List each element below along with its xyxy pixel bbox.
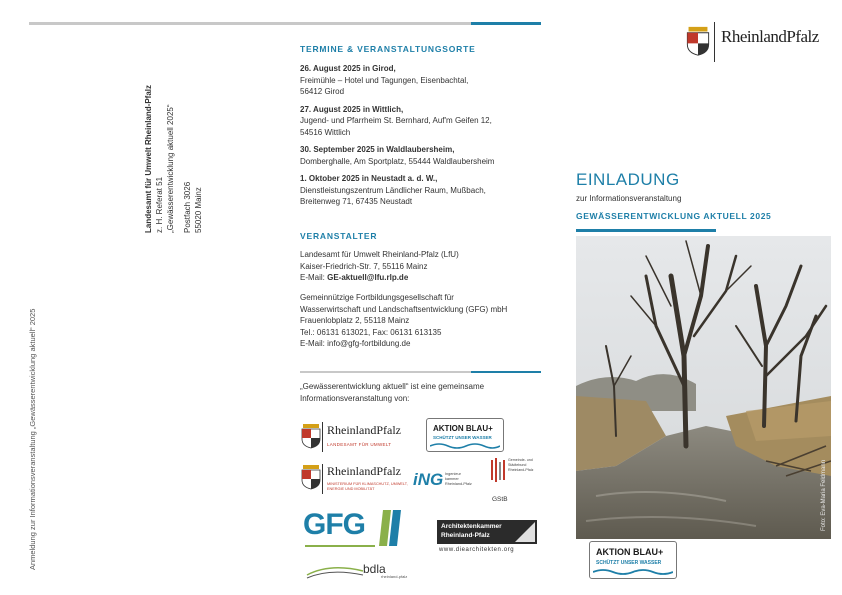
gstb-sub-line: Gemeinde- und — [508, 458, 533, 462]
rlp-wordmark: RheinlandPfalz — [327, 423, 401, 437]
veranstalter-heading: VERANSTALTER — [300, 231, 378, 241]
ing-mark: iNG — [413, 470, 444, 489]
event-item — [300, 144, 540, 167]
gstb-sub-line: Rheinland-Pfalz — [508, 468, 534, 472]
org-line: Tel.: 06131 613021, Fax: 06131 613135 — [300, 327, 442, 337]
joint-statement — [300, 381, 540, 404]
cover-accent-rule — [576, 229, 716, 232]
address-line: 55020 Mainz — [194, 187, 203, 233]
bdla-logo — [305, 560, 417, 582]
org-line: Kaiser-Friedrich-Str. 7, 55116 Mainz — [300, 261, 428, 271]
ministry-logo — [300, 462, 410, 496]
river-landscape-image — [576, 236, 831, 539]
event-item — [300, 173, 540, 208]
gstb-bars-icon — [490, 458, 506, 482]
org-line: Wasserwirtschaft und Landschaftsentwicklung (GFG) mbH — [300, 304, 508, 314]
address-line: Landesamt für Umwelt Rheinland-Pfalz — [144, 84, 153, 233]
cover-title: EINLADUNG — [576, 170, 680, 189]
gstb-sub-line: Städtebund — [508, 463, 527, 467]
event-item — [300, 104, 540, 139]
aktion-blau-sub: SCHÜTZT UNSER WASSER — [596, 560, 662, 566]
event-venue: Domberghalle, Am Sportplatz, 55444 Waldlaubersheim — [300, 156, 495, 166]
event-venue: 54516 Wittlich — [300, 127, 351, 137]
lfu-email-link[interactable]: GE-aktuell@lfu.rlp.de — [327, 273, 409, 282]
logo-divider — [322, 422, 323, 452]
aktion-blau-cover-logo — [589, 541, 677, 579]
address-line: „Gewässerentwicklung aktuell 2025“ — [166, 104, 175, 233]
gfg-email-link[interactable]: E-Mail: info@gfg-fortbildung.de — [300, 339, 411, 348]
org-line: Gemeinnützige Fortbildungsgesellschaft für — [300, 293, 454, 302]
address-line: Postfach 3026 — [183, 181, 192, 233]
ak-url[interactable]: www.diearchitekten.org — [439, 547, 515, 553]
email-prefix: E-Mail: — [300, 273, 328, 282]
architektenkammer-logo — [437, 520, 540, 556]
ministry-subline: ENERGIE UND MOBILITÄT — [327, 487, 375, 491]
cover-photo — [576, 236, 831, 539]
ing-sub-line: Rheinland-Pfalz — [445, 482, 472, 486]
gfg-underline — [305, 545, 375, 547]
photo-credit: Foto: Eva-Maria Feldmann — [821, 459, 827, 531]
event-venue: Dienstleistungszentrum Ländlicher Raum, Mußbach, — [300, 185, 486, 195]
ing-logo — [413, 470, 473, 494]
event-venue: Breitenweg 71, 67435 Neustadt — [300, 197, 413, 206]
ak-line2: Rheinland-Pfalz — [441, 532, 490, 539]
organizer-lfu — [300, 249, 540, 284]
bdla-sub: rheinland-pfalz — [381, 574, 408, 579]
gfg-mark: GFG — [303, 508, 365, 541]
bdla-swoosh-icon — [305, 563, 365, 581]
section-rule — [300, 371, 541, 373]
lfu-logo — [300, 420, 410, 454]
return-address — [143, 85, 204, 233]
gstb-sub — [508, 458, 533, 473]
termine-heading: TERMINE & VERANSTALTUNGSORTE — [300, 44, 476, 54]
ing-sub — [445, 472, 472, 487]
aktion-blau-sub: SCHÜTZT UNSER WASSER — [433, 435, 492, 440]
aktion-blau-title: AKTION BLAU+ — [433, 424, 493, 433]
event-venue: Jugend- und Pfarrheim St. Bernhard, Auf'm Geifen 12, — [300, 116, 492, 125]
joint-line: „Gewässerentwicklung aktuell“ ist eine gemeinsame — [300, 382, 485, 391]
cover-event-title: GEWÄSSERENTWICKLUNG AKTUELL 2025 — [576, 211, 772, 221]
rlp-cover-logo — [685, 22, 825, 64]
ak-line1: Architektenkammer — [441, 523, 502, 530]
ing-sub-line: Ingenieur — [445, 472, 461, 476]
rlp-coat-of-arms-icon — [300, 423, 322, 449]
joint-line: Informationsveranstaltung von: — [300, 393, 410, 403]
org-email — [300, 272, 540, 284]
rlp-wordmark: RheinlandPfalz — [327, 464, 401, 478]
ministry-subline: MINISTERIUM FÜR KLIMASCHUTZ, UMWELT, — [327, 482, 408, 486]
address-line: z. H. Referat 51 — [155, 176, 164, 233]
wave-icon — [593, 568, 673, 577]
event-venue: Freimühle – Hotel und Tagungen, Eisenbachtal, — [300, 75, 469, 85]
logo-divider — [714, 22, 715, 62]
top-rule — [29, 22, 541, 25]
bdla-mark: bdla — [363, 562, 386, 576]
cover-subtitle: zur Informationsveranstaltung — [576, 194, 682, 203]
event-date: 26. August 2025 in Girod, — [300, 64, 396, 73]
event-date: 27. August 2025 in Wittlich, — [300, 104, 404, 114]
registration-side-note: Anmeldung zur Informationsveranstaltung „Gewässerentwicklung aktuell“ 2025 — [28, 308, 37, 570]
event-date: 30. September 2025 in Waldlaubersheim, — [300, 145, 455, 154]
event-date: 1. Oktober 2025 in Neustadt a. d. W., — [300, 174, 438, 183]
gstb-logo — [490, 456, 542, 506]
org-line: Landesamt für Umwelt Rheinland-Pfalz (LfU) — [300, 250, 459, 259]
gstb-mark: GStB — [492, 496, 508, 503]
rlp-wordmark: RheinlandPfalz — [721, 27, 819, 46]
wave-icon — [430, 442, 500, 450]
organizer-gfg — [300, 292, 540, 350]
aktion-blau-logo — [426, 418, 504, 452]
gfg-logo — [303, 508, 407, 550]
event-venue: 56412 Girod — [300, 87, 345, 96]
rlp-coat-of-arms-icon — [300, 464, 322, 490]
logo-divider — [322, 464, 323, 494]
rlp-coat-of-arms-icon — [685, 24, 711, 58]
aktion-blau-title: AKTION BLAU+ — [596, 547, 664, 557]
lfu-subline: LANDESAMT FÜR UMWELT — [327, 442, 392, 447]
ak-triangle-icon — [515, 522, 535, 542]
ing-sub-line: kammer — [445, 477, 459, 481]
event-item — [300, 63, 540, 98]
event-list — [300, 63, 540, 208]
gfg-stripes-icon — [379, 510, 405, 546]
org-line: Frauenlobplatz 2, 55118 Mainz — [300, 316, 410, 325]
